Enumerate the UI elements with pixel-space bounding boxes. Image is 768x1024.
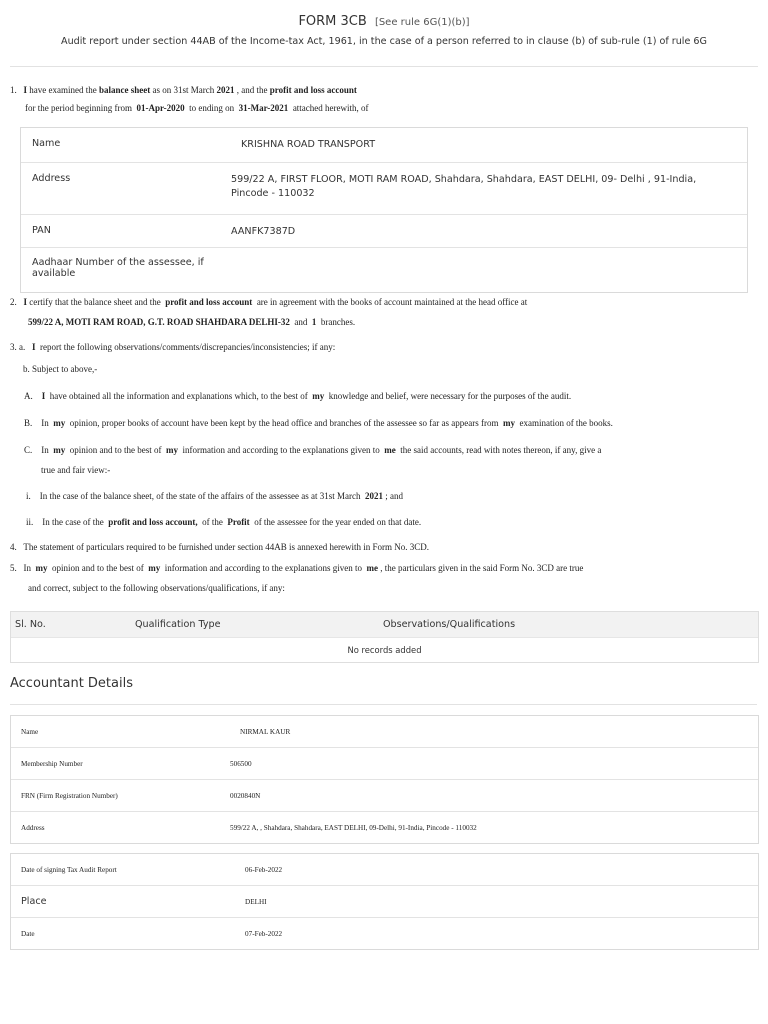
- para-3-C-text-b: opinion and to the best of: [69, 445, 162, 455]
- address-line-1: 599/22 A, FIRST FLOOR, MOTI RAM ROAD, Shahdara, Shahdara, EAST DELHI, 09- Delhi , 91-India,: [231, 174, 697, 185]
- para-1-text-c: , and the: [236, 85, 268, 95]
- para-1-text-a: have examined the: [29, 85, 97, 95]
- para-2-and: and: [294, 317, 308, 327]
- qualifications-table: [10, 611, 759, 663]
- qualifications-header-row: [11, 612, 758, 637]
- para-3-B-my-1: my: [53, 418, 66, 428]
- accountant-name-value: NIRMAL KAUR: [240, 727, 291, 736]
- para-1-year: 2021: [216, 85, 235, 95]
- para-3-ii-pl-account: profit and loss account,: [108, 517, 198, 527]
- pan-label: PAN: [32, 225, 51, 236]
- form-title-text: FORM 3CB: [298, 14, 367, 29]
- para-3-C-number: C.: [24, 445, 33, 455]
- col-qualification-type: Qualification Type: [135, 619, 221, 630]
- para-1-line-2: [25, 103, 369, 113]
- aadhaar-label-line-2: available: [32, 268, 76, 279]
- frn-label: FRN (Firm Registration Number): [21, 791, 118, 800]
- para-3-ii: [26, 517, 421, 527]
- accountant-details-title: Accountant Details: [10, 676, 133, 691]
- no-records-message: No records added: [11, 637, 758, 662]
- para-3-B: [24, 418, 613, 428]
- para-5-me: me: [366, 563, 378, 573]
- para-4: [10, 542, 429, 552]
- para-1-text-b: as on 31st March: [152, 85, 215, 95]
- name-value: KRISHNA ROAD TRANSPORT: [241, 139, 376, 150]
- para-1-period-text: for the period beginning from: [25, 103, 132, 113]
- para-3-i-text: In the case of the balance sheet, of the state of the affairs of the assessee as at 31st March: [39, 491, 361, 501]
- branches-count: 1: [311, 317, 317, 327]
- para-5-my-1: my: [35, 563, 48, 573]
- col-observations: Observations/Qualifications: [383, 619, 516, 630]
- para-3-A-my: my: [312, 391, 325, 401]
- header-divider: [10, 66, 758, 67]
- para-5-line-1: [10, 563, 583, 573]
- para-1-to-text: to ending on: [189, 103, 235, 113]
- accountant-address-row: [11, 812, 758, 843]
- para-3a-text: report the following observations/comments/discrepancies/inconsistencies; if any:: [40, 342, 336, 352]
- para-2-branches: branches.: [320, 317, 356, 327]
- frn-row: [11, 780, 758, 812]
- para-3-ii-profit: Profit: [227, 517, 250, 527]
- para-3-C-text-d: the said accounts, read with notes thereon, if any, give a: [400, 445, 602, 455]
- name-label: Name: [32, 138, 61, 149]
- assessee-address-row: [21, 163, 747, 215]
- accountant-name-label: Name: [21, 727, 39, 736]
- address-line-2: Pincode - 110032: [231, 188, 315, 200]
- para-4-text: The statement of particulars required to be furnished under section 44AB is annexed herewith in Form No. 3CD.: [23, 542, 429, 552]
- para-2-line-1: [10, 297, 527, 307]
- para-3-ii-text-b: of the: [202, 517, 223, 527]
- assessee-details-card: [20, 127, 748, 293]
- para-3-ii-number: ii.: [26, 517, 34, 527]
- col-sl-no: Sl. No.: [15, 619, 46, 630]
- place-row: [11, 886, 758, 918]
- aadhaar-label: [21, 248, 231, 292]
- para-3-ii-text-a: In the case of the: [42, 517, 104, 527]
- para-3-B-text-a: In: [41, 418, 49, 428]
- para-3-A: [24, 391, 571, 401]
- accountant-address-value: 599/22 A, , Shahdara, Shahdara, EAST DELHI, 09-Delhi, 91-India, Pincode - 110032: [230, 823, 477, 832]
- assessee-pan-row: [21, 215, 747, 248]
- accountant-divider: [10, 704, 757, 705]
- pan-value: AANFK7387D: [231, 226, 296, 237]
- para-5-text-b: opinion and to the best of: [52, 563, 144, 573]
- para-3-B-my-2: my: [502, 418, 515, 428]
- para-3-A-number: A.: [24, 391, 33, 401]
- para-1-line-1: [10, 85, 357, 95]
- para-2-text-b: are in agreement with the books of account maintained at the head office at: [256, 297, 528, 307]
- para-2-pl-account: profit and loss account: [165, 297, 253, 307]
- assessee-name-row: [21, 128, 747, 163]
- para-1-pl-account: profit and loss account: [269, 85, 357, 95]
- assessee-aadhaar-row: [21, 248, 747, 292]
- accountant-name-row: [11, 716, 758, 748]
- place-label: Place: [21, 896, 47, 907]
- para-3-C-line-2: true and fair view:-: [41, 465, 111, 475]
- para-3b: b. Subject to above,-: [23, 364, 98, 374]
- para-1-pronoun: I: [23, 85, 28, 95]
- para-3-C-text-a: In: [41, 445, 49, 455]
- period-from-date: 01-Apr-2020: [136, 103, 185, 113]
- para-1-attached-text: attached herewith, of: [292, 103, 369, 113]
- para-3-A-text-a: have obtained all the information and explanations which, to the best of: [49, 391, 308, 401]
- membership-number-value: 506500: [230, 759, 252, 768]
- para-5-text-d: , the particulars given in the said Form No. 3CD are true: [380, 563, 584, 573]
- para-2-line-2: [28, 317, 355, 327]
- para-1-number: 1.: [10, 85, 17, 95]
- para-3a-number: 3. a.: [10, 342, 26, 352]
- date-row: [11, 918, 758, 949]
- place-value: DELHI: [245, 897, 267, 906]
- membership-number-row: [11, 748, 758, 780]
- para-3-B-text-b: opinion, proper books of account have been kept by the head office and branches of the assessee so far as appears from: [69, 418, 499, 428]
- frn-value: 0020840N: [230, 791, 261, 800]
- membership-number-label: Membership Number: [21, 759, 83, 768]
- para-3-ii-text-c: of the assessee for the year ended on that date.: [254, 517, 422, 527]
- para-3-i-number: i.: [26, 491, 31, 501]
- para-2-pronoun: I: [23, 297, 28, 307]
- para-3-C-me: me: [384, 445, 396, 455]
- para-3-C-my-2: my: [166, 445, 179, 455]
- para-3-C-my-1: my: [53, 445, 66, 455]
- period-to-date: 31-Mar-2021: [238, 103, 289, 113]
- para-4-number: 4.: [10, 542, 17, 552]
- para-3-C-line-1: [24, 445, 601, 455]
- para-3a-pronoun: I: [32, 342, 36, 352]
- para-3-B-text-c: examination of the books.: [519, 418, 613, 428]
- para-5-number: 5.: [10, 563, 17, 573]
- address-value: [231, 163, 747, 214]
- para-3-B-number: B.: [24, 418, 33, 428]
- accountant-address-label: Address: [21, 823, 45, 832]
- para-3-i-year: 2021: [364, 491, 383, 501]
- signing-date-label: Date of signing Tax Audit Report: [21, 865, 117, 874]
- para-2-number: 2.: [10, 297, 17, 307]
- para-5-text-c: information and according to the explanations given to: [164, 563, 362, 573]
- para-3-i: [26, 491, 403, 501]
- para-3-i-and: ; and: [385, 491, 403, 501]
- aadhaar-label-line-1: Aadhaar Number of the assessee, if: [32, 257, 204, 268]
- para-2-text-a: certify that the balance sheet and the: [29, 297, 161, 307]
- para-3-C-text-c: information and according to the explanations given to: [182, 445, 380, 455]
- para-5-my-2: my: [148, 563, 161, 573]
- address-label: Address: [32, 173, 71, 184]
- head-office-address: 599/22 A, MOTI RAM ROAD, G.T. ROAD SHAHDARA DELHI-32: [28, 317, 290, 327]
- date-label: Date: [21, 929, 35, 938]
- para-5-line-2: and correct, subject to the following observations/qualifications, if any:: [28, 583, 285, 593]
- para-5-text-a: In: [23, 563, 31, 573]
- form-header: [0, 0, 768, 47]
- form-subtitle: Audit report under section 44AB of the Income-tax Act, 1961, in the case of a person referred to in clause (b) of sub-rule (1) of rule 6G: [61, 36, 707, 47]
- para-3a: [10, 342, 335, 352]
- para-3-A-pronoun: I: [41, 391, 46, 401]
- accountant-details-card: [10, 715, 759, 844]
- signing-date-row: [11, 854, 758, 886]
- aadhaar-value: [231, 248, 747, 292]
- para-3-A-text-b: knowledge and belief, were necessary for the purposes of the audit.: [328, 391, 572, 401]
- form-title: [0, 14, 768, 29]
- signing-date-value: 06-Feb-2022: [245, 865, 283, 874]
- signing-details-card: [10, 853, 759, 950]
- rule-reference: [See rule 6G(1)(b)]: [374, 17, 470, 28]
- para-1-balance-sheet: balance sheet: [99, 85, 151, 95]
- date-value: 07-Feb-2022: [245, 929, 283, 938]
